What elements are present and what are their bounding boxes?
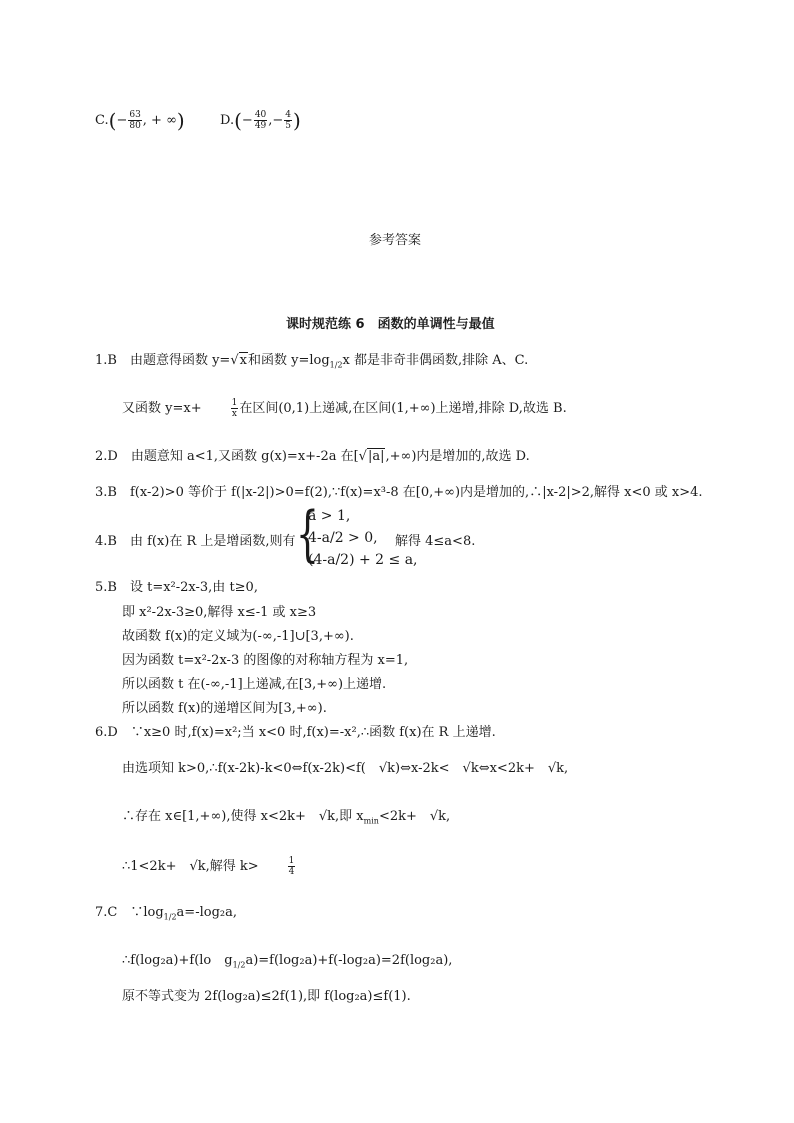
q2-line: 2.D 由题意知 a<1,又函数 g(x)=x+-2a 在[√|a|,+∞)内是增加的,故选 D. — [95, 449, 530, 464]
lesson-title: 课时规范练 6 函数的单调性与最值 — [286, 317, 495, 332]
option-d-fraction-1: $\frac{40}{49}$ — [254, 110, 267, 131]
q7-line-3: 原不等式变为 2f(log₂a)≤2f(1),即 f(log₂a)≤f(1). — [122, 989, 411, 1004]
option-c: C.(− $\frac{63}{80}$ , + ∞) — [95, 108, 185, 133]
q6-line-2: 由选项知 k>0,∴f(x-2k)-k<0⇔f(x-2k)<f( √k)⇔x-2k< √k⇔x<2k+ √k, — [122, 761, 569, 776]
q4-line: 4.B 由 f(x)在 R 上是增函数,则有 — [95, 534, 296, 549]
q6-line-4: ∴1<2k+ √k,解得 k> $\frac{1}{4}$ — [122, 856, 295, 877]
q4-system-row-3: (4-a/2) + 2 ≤ a, — [308, 552, 418, 568]
q5-line-2: 即 x²-2x-3≥0,解得 x≤-1 或 x≥3 — [122, 605, 317, 620]
option-d-fraction-2: $\frac{4}{5}$ — [285, 110, 292, 131]
q1-line2: 又函数 y=x+ $\frac{1}{x}$ 在区间(0,1)上递减,在区间(1,+∞)上递增,排除 D,故选 B. — [122, 398, 567, 419]
option-d-label: D. — [220, 113, 235, 128]
option-d: D.(− $\frac{40}{49}$ ,− $\frac{4}{5}$ ) — [220, 108, 301, 133]
q5-line-3: 故函数 f(x)的定义域为(-∞,-1]∪[3,+∞). — [122, 629, 354, 644]
q5-line-1: 5.B 设 t=x²-2x-3,由 t≥0, — [95, 580, 258, 595]
q5-line-6: 所以函数 f(x)的递增区间为[3,+∞). — [122, 701, 327, 716]
q1-fraction: $\frac{1}{x}$ — [231, 398, 238, 419]
q1-line1: 1.B 由题意得函数 y=√x和函数 $y=\log_{1/2}x$ 都是非奇非偶函数,排除 A、C. — [95, 353, 529, 370]
q4-system-row-2: 4-a/2 > 0, — [308, 530, 378, 546]
q6-line-3: ∴存在 x∈[1,+∞),使得 x<2k+ √k,即 $x_{min}<2k+$ √k, — [122, 809, 451, 826]
answer-heading: 参考答案 — [369, 233, 422, 248]
q4-result: 解得 4≤a<8. — [395, 534, 476, 549]
q5-line-4: 因为函数 t=x²-2x-3 的图像的对称轴方程为 x=1, — [122, 653, 409, 668]
q4-brace: { — [296, 499, 319, 569]
sqrt-x: √x — [230, 353, 247, 368]
q6-fraction: $\frac{1}{4}$ — [288, 856, 295, 877]
q4-system-row-1: a > 1, — [308, 508, 351, 524]
option-c-rest: , + ∞ — [142, 113, 177, 128]
q7-line-2: ∴f(log₂a)+f(lo $g_{1/2}a)=f(\log_2a)+f(-\log_2a)=2f(\log_2a)$, — [122, 953, 453, 970]
option-c-label: C. — [95, 113, 109, 128]
q6-line-1: 6.D ∵x≥0 时,f(x)=x²;当 x<0 时,f(x)=-x²,∴函数 f(x)在 R 上递增. — [95, 725, 496, 740]
q3-line: 3.B f(x-2)>0 等价于 f(|x-2|)>0=f(2),∵f(x)=x³-8 在[0,+∞)内是增加的,∴|x-2|>2,解得 x<0 或 x>4. — [95, 485, 703, 500]
option-c-fraction: $\frac{63}{80}$ — [129, 110, 141, 131]
q5-line-5: 所以函数 t 在(-∞,-1]上递减,在[3,+∞)上递增. — [122, 677, 387, 692]
q7-line-1: 7.C $\because\log_{1/2}a=$-log₂a, — [95, 905, 237, 922]
